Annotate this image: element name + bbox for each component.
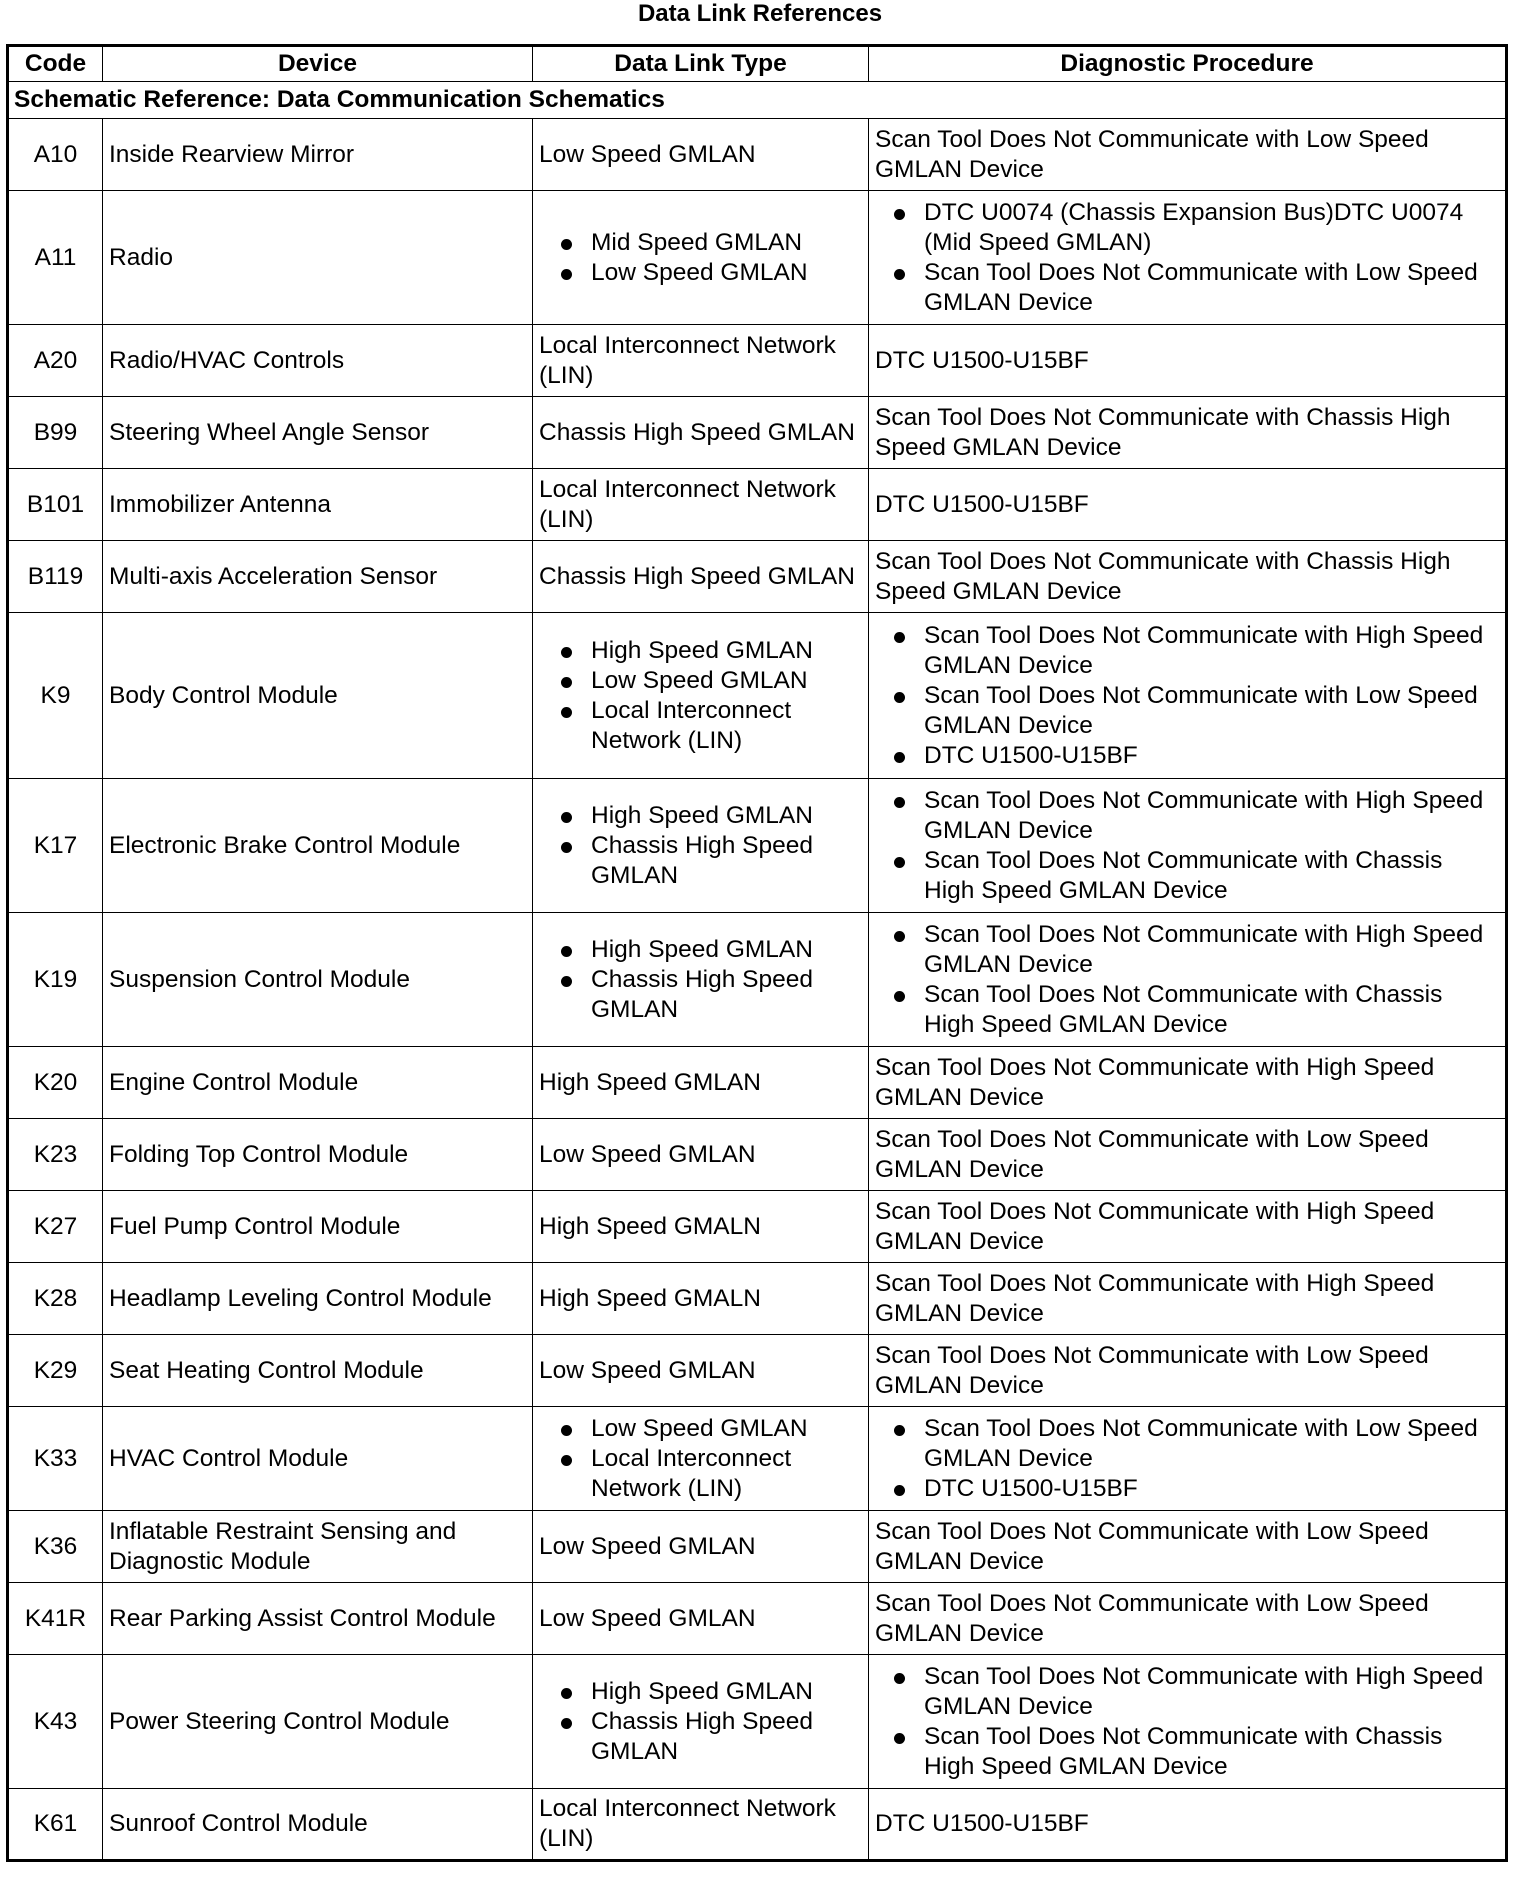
table-row: [8, 1047, 1507, 1119]
data-link-type-list: [539, 935, 862, 1025]
table-row: [8, 1583, 1507, 1655]
code-cell: K43: [8, 1655, 103, 1789]
device-cell: Body Control Module: [103, 613, 533, 779]
diagnostic-procedure-text: Scan Tool Does Not Communicate with High Speed GMLAN Device: [875, 1053, 1435, 1111]
header-code: Code: [8, 46, 103, 82]
code-cell: K9: [8, 613, 103, 779]
device-cell: Seat Heating Control Module: [103, 1335, 533, 1407]
code-cell: A11: [8, 191, 103, 325]
device-cell: Steering Wheel Angle Sensor: [103, 397, 533, 469]
data-link-type-list: [539, 636, 862, 756]
device-cell: HVAC Control Module: [103, 1407, 533, 1511]
data-link-type-list-item: High Speed GMLAN: [559, 801, 862, 831]
diagnostic-procedure-list-item: Scan Tool Does Not Communicate with High Speed GMLAN Device: [892, 1662, 1499, 1722]
diagnostic-procedure-list-item: Scan Tool Does Not Communicate with Chassis High Speed GMLAN Device: [892, 1722, 1499, 1782]
data-link-type-list-item: High Speed GMLAN: [559, 935, 862, 965]
device-cell: Inside Rearview Mirror: [103, 119, 533, 191]
data-link-type-cell: [533, 1047, 869, 1119]
diagnostic-procedure-cell: [869, 779, 1507, 913]
diagnostic-procedure-text: Scan Tool Does Not Communicate with High Speed GMLAN Device: [875, 1197, 1435, 1255]
diagnostic-procedure-list-item: DTC U1500-U15BF: [892, 1474, 1499, 1504]
diagnostic-procedure-list: [875, 198, 1499, 318]
diagnostic-procedure-cell: [869, 119, 1507, 191]
data-link-table-container: [6, 44, 1508, 1862]
diagnostic-procedure-list: [875, 1414, 1499, 1504]
device-cell: Suspension Control Module: [103, 913, 533, 1047]
table-row: [8, 191, 1507, 325]
device-cell: Power Steering Control Module: [103, 1655, 533, 1789]
diagnostic-procedure-cell: [869, 1263, 1507, 1335]
diagnostic-procedure-text: DTC U1500-U15BF: [875, 490, 1089, 518]
diagnostic-procedure-cell: [869, 1191, 1507, 1263]
data-link-type-list-item: Low Speed GMLAN: [559, 258, 862, 288]
device-cell: Radio: [103, 191, 533, 325]
header-diagnostic-procedure: Diagnostic Procedure: [869, 46, 1507, 82]
code-cell: K61: [8, 1789, 103, 1861]
data-link-type-list: [539, 801, 862, 891]
data-link-type-list-item: High Speed GMLAN: [559, 1677, 862, 1707]
code-cell: K17: [8, 779, 103, 913]
code-cell: B99: [8, 397, 103, 469]
diagnostic-procedure-list: [875, 786, 1499, 906]
table-row: [8, 541, 1507, 613]
data-link-type-cell: [533, 191, 869, 325]
data-link-type-cell: [533, 1191, 869, 1263]
device-cell: Sunroof Control Module: [103, 1789, 533, 1861]
diagnostic-procedure-list: [875, 1662, 1499, 1782]
diagnostic-procedure-text: Scan Tool Does Not Communicate with Low Speed GMLAN Device: [875, 1341, 1429, 1399]
data-link-type-text: Low Speed GMLAN: [539, 140, 756, 168]
data-link-type-list-item: Local Interconnect Network (LIN): [559, 1444, 862, 1504]
data-link-type-cell: [533, 469, 869, 541]
diagnostic-procedure-list-item: DTC U0074 (Chassis Expansion Bus)DTC U0074 (Mid Speed GMLAN): [892, 198, 1499, 258]
data-link-type-list-item: Chassis High Speed GMLAN: [559, 1707, 862, 1767]
diagnostic-procedure-text: Scan Tool Does Not Communicate with Chassis High Speed GMLAN Device: [875, 403, 1451, 461]
data-link-type-text: High Speed GMALN: [539, 1212, 761, 1240]
diagnostic-procedure-text: DTC U1500-U15BF: [875, 1810, 1089, 1837]
code-cell: K29: [8, 1335, 103, 1407]
diagnostic-procedure-cell: [869, 913, 1507, 1047]
table-row: [8, 613, 1507, 779]
code-cell: K28: [8, 1263, 103, 1335]
device-cell: Engine Control Module: [103, 1047, 533, 1119]
device-cell: Electronic Brake Control Module: [103, 779, 533, 913]
data-link-type-text: Chassis High Speed GMLAN: [539, 562, 855, 590]
code-cell: K23: [8, 1119, 103, 1191]
diagnostic-procedure-list-item: DTC U1500-U15BF: [892, 741, 1499, 771]
data-link-type-list-item: Local Interconnect Network (LIN): [559, 696, 862, 756]
data-link-type-list: [539, 228, 862, 288]
code-cell: K36: [8, 1511, 103, 1583]
device-cell: Rear Parking Assist Control Module: [103, 1583, 533, 1655]
diagnostic-procedure-cell: [869, 613, 1507, 779]
data-link-type-cell: [533, 1655, 869, 1789]
data-link-type-cell: [533, 1583, 869, 1655]
table-row: [8, 913, 1507, 1047]
diagnostic-procedure-list-item: Scan Tool Does Not Communicate with Chassis High Speed GMLAN Device: [892, 980, 1499, 1040]
device-cell: Headlamp Leveling Control Module: [103, 1263, 533, 1335]
table-row: [8, 1789, 1507, 1861]
diagnostic-procedure-text: Scan Tool Does Not Communicate with Chassis High Speed GMLAN Device: [875, 547, 1451, 605]
data-link-type-text: Low Speed GMLAN: [539, 1604, 756, 1632]
section-row: [8, 82, 1507, 119]
code-cell: K41R: [8, 1583, 103, 1655]
diagnostic-procedure-list: [875, 621, 1499, 771]
data-link-type-text: High Speed GMLAN: [539, 1068, 761, 1096]
table-row: [8, 1119, 1507, 1191]
data-link-type-cell: [533, 325, 869, 397]
data-link-type-list-item: Chassis High Speed GMLAN: [559, 965, 862, 1025]
code-cell: K33: [8, 1407, 103, 1511]
data-link-type-list-item: Low Speed GMLAN: [559, 666, 862, 696]
data-link-type-cell: [533, 1119, 869, 1191]
code-cell: K27: [8, 1191, 103, 1263]
code-cell: B101: [8, 469, 103, 541]
data-link-type-cell: [533, 541, 869, 613]
diagnostic-procedure-cell: [869, 1119, 1507, 1191]
diagnostic-procedure-text: Scan Tool Does Not Communicate with Low Speed GMLAN Device: [875, 1517, 1429, 1575]
table-row: [8, 1407, 1507, 1511]
data-link-type-cell: [533, 613, 869, 779]
table-row: [8, 1335, 1507, 1407]
diagnostic-procedure-text: DTC U1500-U15BF: [875, 346, 1089, 374]
code-cell: A20: [8, 325, 103, 397]
diagnostic-procedure-cell: [869, 1335, 1507, 1407]
diagnostic-procedure-text: Scan Tool Does Not Communicate with Low Speed GMLAN Device: [875, 1589, 1429, 1647]
data-link-table: [6, 44, 1508, 1862]
data-link-type-list-item: Chassis High Speed GMLAN: [559, 831, 862, 891]
device-cell: Fuel Pump Control Module: [103, 1191, 533, 1263]
diagnostic-procedure-cell: [869, 1511, 1507, 1583]
table-row: [8, 325, 1507, 397]
data-link-type-text: Local Interconnect Network (LIN): [539, 475, 836, 533]
table-row: [8, 469, 1507, 541]
diagnostic-procedure-list-item: Scan Tool Does Not Communicate with High Speed GMLAN Device: [892, 920, 1499, 980]
table-row: [8, 779, 1507, 913]
data-link-type-text: Low Speed GMLAN: [539, 1356, 756, 1384]
data-link-type-list-item: Low Speed GMLAN: [559, 1414, 862, 1444]
page-title: Data Link References: [637, 0, 883, 27]
diagnostic-procedure-text: Scan Tool Does Not Communicate with Low Speed GMLAN Device: [875, 1125, 1429, 1183]
data-link-type-cell: [533, 779, 869, 913]
diagnostic-procedure-cell: [869, 397, 1507, 469]
data-link-type-cell: [533, 1511, 869, 1583]
device-cell: Multi-axis Acceleration Sensor: [103, 541, 533, 613]
data-link-type-text: Low Speed GMLAN: [539, 1140, 756, 1168]
data-link-type-cell: [533, 913, 869, 1047]
table-row: [8, 1191, 1507, 1263]
header-row: [8, 46, 1507, 82]
code-cell: B119: [8, 541, 103, 613]
data-link-type-cell: [533, 1335, 869, 1407]
device-cell: Immobilizer Antenna: [103, 469, 533, 541]
diagnostic-procedure-list-item: Scan Tool Does Not Communicate with Low Speed GMLAN Device: [892, 681, 1499, 741]
diagnostic-procedure-cell: [869, 1583, 1507, 1655]
diagnostic-procedure-list-item: Scan Tool Does Not Communicate with High Speed GMLAN Device: [892, 786, 1499, 846]
diagnostic-procedure-list-item: Scan Tool Does Not Communicate with Chassis High Speed GMLAN Device: [892, 846, 1499, 906]
diagnostic-procedure-cell: [869, 1407, 1507, 1511]
table-row: [8, 1263, 1507, 1335]
diagnostic-procedure-text: Scan Tool Does Not Communicate with Low Speed GMLAN Device: [875, 125, 1429, 183]
data-link-type-cell: [533, 397, 869, 469]
diagnostic-procedure-cell: [869, 469, 1507, 541]
schematic-reference: Schematic Reference: Data Communication Schematics: [8, 82, 1507, 119]
data-link-type-list: [539, 1414, 862, 1504]
diagnostic-procedure-list-item: Scan Tool Does Not Communicate with High Speed GMLAN Device: [892, 621, 1499, 681]
data-link-type-text: Local Interconnect Network (LIN): [539, 1795, 836, 1852]
data-link-type-cell: [533, 119, 869, 191]
data-link-type-cell: [533, 1789, 869, 1861]
diagnostic-procedure-cell: [869, 1655, 1507, 1789]
diagnostic-procedure-cell: [869, 325, 1507, 397]
data-link-type-cell: [533, 1263, 869, 1335]
data-link-type-text: Low Speed GMLAN: [539, 1532, 756, 1560]
header-data-link-type: Data Link Type: [533, 46, 869, 82]
data-link-type-text: High Speed GMALN: [539, 1284, 761, 1312]
diagnostic-procedure-list-item: Scan Tool Does Not Communicate with Low Speed GMLAN Device: [892, 1414, 1499, 1474]
code-cell: A10: [8, 119, 103, 191]
table-row: [8, 397, 1507, 469]
code-cell: K20: [8, 1047, 103, 1119]
diagnostic-procedure-text: Scan Tool Does Not Communicate with High Speed GMLAN Device: [875, 1269, 1435, 1327]
device-cell: Folding Top Control Module: [103, 1119, 533, 1191]
diagnostic-procedure-list: [875, 920, 1499, 1040]
table-row: [8, 1655, 1507, 1789]
diagnostic-procedure-cell: [869, 1789, 1507, 1861]
data-link-type-text: Local Interconnect Network (LIN): [539, 331, 836, 389]
data-link-type-list-item: High Speed GMLAN: [559, 636, 862, 666]
data-link-type-cell: [533, 1407, 869, 1511]
code-cell: K19: [8, 913, 103, 1047]
table-row: [8, 1511, 1507, 1583]
diagnostic-procedure-cell: [869, 1047, 1507, 1119]
diagnostic-procedure-cell: [869, 191, 1507, 325]
data-link-type-list: [539, 1677, 862, 1767]
diagnostic-procedure-list-item: Scan Tool Does Not Communicate with Low Speed GMLAN Device: [892, 258, 1499, 318]
device-cell: Radio/HVAC Controls: [103, 325, 533, 397]
diagnostic-procedure-cell: [869, 541, 1507, 613]
table-row: [8, 119, 1507, 191]
header-device: Device: [103, 46, 533, 82]
data-link-type-list-item: Mid Speed GMLAN: [559, 228, 862, 258]
data-link-type-text: Chassis High Speed GMLAN: [539, 418, 855, 446]
device-cell: Inflatable Restraint Sensing and Diagnostic Module: [103, 1511, 533, 1583]
